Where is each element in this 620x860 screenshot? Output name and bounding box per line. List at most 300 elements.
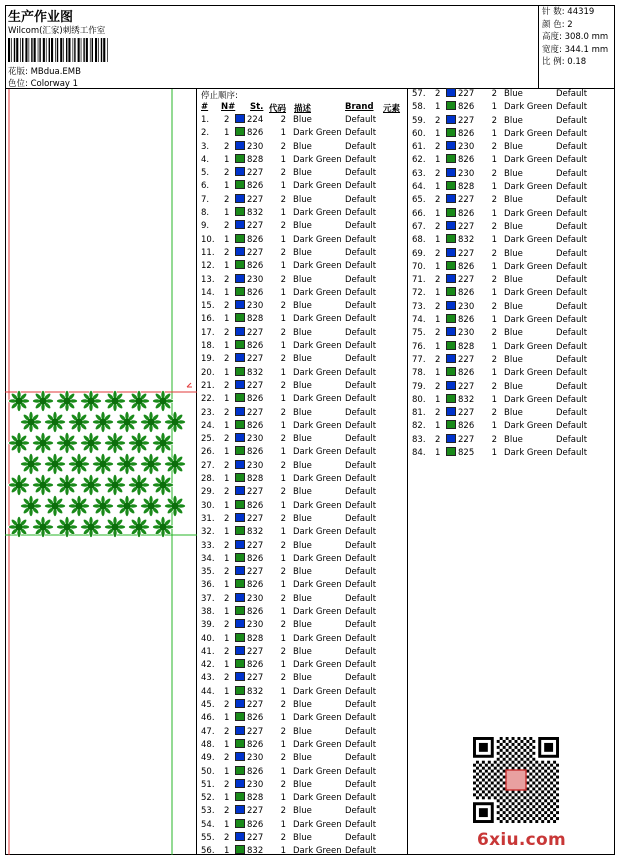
table-row [201,766,406,779]
brand: Default [556,115,588,126]
brand: Default [556,261,588,272]
stitch-type: 1 [280,686,286,697]
stitch-type: 1 [280,314,286,325]
color-description: Dark Green [293,154,342,165]
stop-number: 69. [412,248,426,259]
stop-number: 19. [201,354,215,365]
color-description: Blue [293,593,312,604]
stitch-type: 2 [280,753,286,764]
color-description: Dark Green [504,261,553,272]
color-count: 颜 色: 2 [542,19,573,30]
needle-number: 1 [435,182,441,193]
stop-number: 51. [201,779,215,790]
color-code: 230 [247,301,264,312]
needle-number: 2 [224,540,230,551]
color-description: Dark Green [293,500,342,511]
color-description: Blue [293,487,312,498]
color-description: Dark Green [293,793,342,804]
color-description: Blue [504,354,523,365]
qr-code [473,737,559,823]
color-code: 826 [247,500,264,511]
table-row [201,672,406,685]
brand: Default [345,753,377,764]
stitch-type: 2 [491,301,497,312]
brand: Default [345,686,377,697]
color-code: 826 [247,660,264,671]
color-description: Blue [293,141,312,152]
stop-number: 68. [412,235,426,246]
stitch-type: 2 [280,593,286,604]
brand: Default [556,168,588,179]
color-swatch [235,593,245,602]
needle-number: 1 [224,580,230,591]
table-row [201,473,406,486]
color-description: Dark Green [504,394,553,405]
color-description: Blue [504,434,523,445]
color-swatch [446,248,456,257]
needle-number: 2 [224,354,230,365]
design-label: 花版: [8,67,28,77]
color-description: Blue [504,328,523,339]
stitch-type: 2 [280,141,286,152]
color-swatch [235,127,245,136]
stop-number: 79. [412,381,426,392]
color-swatch [235,393,245,402]
color-swatch [235,340,245,349]
stitch-type: 2 [280,247,286,258]
brand: Default [556,182,588,193]
color-code: 227 [458,275,475,286]
color-code: 230 [247,141,264,152]
stitch-type: 1 [280,474,286,485]
header [5,5,615,89]
stop-number: 76. [412,341,426,352]
page-title: 生产作业图 [8,10,74,25]
table-row [412,274,617,287]
stop-number: 82. [412,421,426,432]
stitch-type: 1 [280,846,286,857]
table-row [412,381,617,394]
color-code: 227 [458,248,475,259]
brand: Default [345,660,377,671]
needle-number: 1 [435,102,441,113]
brand: Default [345,593,377,604]
stitch-type: 2 [491,89,497,99]
color-code: 227 [247,567,264,578]
color-swatch [235,779,245,788]
design-height: 高度: 308.0 mm [542,32,609,42]
color-swatch [235,167,245,176]
stop-number: 66. [412,208,426,219]
needle-number: 2 [435,221,441,232]
stop-number: 73. [412,301,426,312]
table-row [412,234,617,247]
table-row [201,699,406,712]
stop-number: 36. [201,580,215,591]
color-description: Blue [504,275,523,286]
needle-number: 1 [224,208,230,219]
stop-number: 59. [412,115,426,126]
stitch-type: 2 [280,513,286,524]
stop-number: 27. [201,460,215,471]
color-description: Dark Green [293,420,342,431]
color-swatch [235,486,245,495]
brand: Default [345,420,377,431]
color-swatch [446,407,456,416]
table-row [201,500,406,513]
needle-number: 2 [224,779,230,790]
table-row [412,314,617,327]
color-description: Dark Green [504,341,553,352]
color-code: 224 [247,115,264,125]
brand: Default [556,301,588,312]
stitch-type: 1 [491,315,497,326]
color-swatch [446,434,456,443]
stitch-type: 2 [280,407,286,418]
color-code: 826 [458,421,475,432]
color-swatch [446,367,456,376]
brand: Default [345,487,377,498]
color-code: 826 [458,208,475,219]
color-code: 227 [458,221,475,232]
stitch-type: 1 [280,500,286,511]
color-code: 227 [458,115,475,126]
stop-number: 42. [201,660,215,671]
color-description: Blue [504,195,523,206]
table-row [201,540,406,553]
stitch-type: 1 [491,261,497,272]
color-code: 832 [247,686,264,697]
color-swatch [446,327,456,336]
color-swatch [446,314,456,323]
needle-number: 1 [224,128,230,139]
color-code: 227 [247,833,264,844]
color-swatch [235,274,245,283]
brand: Default [345,806,377,817]
color-code: 832 [247,846,264,857]
stop-number: 60. [412,128,426,139]
needle-number: 2 [435,328,441,339]
brand: Default [556,102,588,113]
color-code: 227 [247,700,264,711]
needle-number: 1 [224,527,230,538]
stitch-type: 1 [280,793,286,804]
color-code: 230 [458,142,475,153]
stitch-type: 2 [280,487,286,498]
stitch-type: 1 [280,660,286,671]
header-desc: 描述 [294,104,312,114]
needle-number: 1 [435,315,441,326]
stop-number: 62. [412,155,426,166]
color-code: 230 [247,620,264,631]
color-swatch [446,447,456,456]
color-swatch [446,128,456,137]
brand: Default [345,341,377,352]
color-swatch [235,433,245,442]
color-code: 826 [247,234,264,245]
table-row [412,128,617,141]
needle-number: 2 [224,726,230,737]
needle-number: 1 [224,367,230,378]
brand: Default [556,328,588,339]
table-row [201,832,406,845]
table-row [412,194,617,207]
color-description: Blue [293,620,312,631]
table-row [201,127,406,140]
needle-number: 2 [224,646,230,657]
watermark-logo: 6xiu.com [477,830,567,850]
table-row [201,220,406,233]
brand: Default [556,381,588,392]
stop-number: 30. [201,500,215,511]
color-code: 230 [458,168,475,179]
stop-number: 54. [201,819,215,830]
needle-number: 2 [224,806,230,817]
stitch-type: 1 [280,154,286,165]
brand: Default [345,646,377,657]
table-row [201,180,406,193]
stitch-type: 2 [280,354,286,365]
color-description: Dark Green [293,713,342,724]
barcode [8,38,110,62]
stitch-type: 2 [280,194,286,205]
stop-number: 78. [412,368,426,379]
table-row [201,141,406,154]
stop-number: 34. [201,553,215,564]
brand: Default [345,500,377,511]
color-swatch [446,194,456,203]
stop-number: 77. [412,354,426,365]
table-row [201,367,406,380]
color-code: 826 [247,128,264,139]
color-code: 826 [247,261,264,272]
table-row [201,739,406,752]
stitch-type: 1 [491,288,497,299]
brand: Default [556,221,588,232]
color-description: Blue [293,726,312,737]
stitch-type: 2 [491,434,497,445]
stitch-type: 2 [491,381,497,392]
design-width: 宽度: 344.1 mm [542,44,609,55]
color-description: Blue [504,89,523,99]
color-swatch [235,141,245,150]
color-description: Blue [293,274,312,285]
stop-number: 84. [412,448,426,459]
stitch-type: 2 [280,540,286,551]
color-description: Dark Green [504,368,553,379]
color-swatch [446,181,456,190]
color-code: 230 [458,301,475,312]
stop-number: 52. [201,793,215,804]
table-row [412,301,617,314]
color-code: 826 [247,394,264,405]
color-swatch [235,460,245,469]
stop-number: 24. [201,420,215,431]
table-row [201,420,406,433]
stitch-type: 1 [491,208,497,219]
color-code: 227 [247,487,264,498]
stop-number: 57. [412,89,426,99]
stop-number: 61. [412,142,426,153]
stop-number: 6. [201,181,210,192]
color-description: Blue [504,301,523,312]
stop-number: 46. [201,713,215,724]
brand: Default [345,833,377,844]
color-swatch [446,154,456,163]
table-row [201,260,406,273]
color-code: 227 [247,806,264,817]
stitch-type: 2 [491,408,497,419]
stop-number: 41. [201,646,215,657]
color-code: 227 [247,168,264,179]
needle-number: 2 [224,168,230,179]
stitch-type: 2 [280,221,286,232]
header-element: 元素 [383,104,401,114]
stitch-type: 1 [280,447,286,458]
colorway-label: 色位: [8,79,28,89]
brand: Default [345,234,377,245]
stop-number: 71. [412,275,426,286]
table-row [201,407,406,420]
stop-number: 75. [412,328,426,339]
table-row [201,593,406,606]
table-row [201,247,406,260]
stop-number: 48. [201,739,215,750]
table-row [412,434,617,447]
brand: Default [345,793,377,804]
brand: Default [345,141,377,152]
color-code: 227 [247,247,264,258]
stitch-type: 1 [280,739,286,750]
color-description: Dark Green [504,182,553,193]
color-swatch [235,805,245,814]
needle-number: 1 [435,448,441,459]
color-code: 227 [247,380,264,391]
header-n: N# [221,102,236,112]
stitch-type: 1 [491,235,497,246]
stitch-type: 1 [280,766,286,777]
needle-number: 2 [224,380,230,391]
color-description: Dark Green [293,739,342,750]
color-code: 227 [458,434,475,445]
color-description: Dark Green [293,766,342,777]
needle-number: 1 [435,235,441,246]
color-description: Blue [293,221,312,232]
brand: Default [345,673,377,684]
color-description: Blue [293,540,312,551]
stop-number: 43. [201,673,215,684]
stitch-type: 1 [491,421,497,432]
needle-number: 1 [224,846,230,857]
brand: Default [345,540,377,551]
stitch-type: 2 [491,275,497,286]
color-code: 826 [247,606,264,617]
stop-sequence-column-1 [197,89,408,855]
brand: Default [345,739,377,750]
colorway-line [8,77,78,89]
color-description: Dark Green [504,421,553,432]
color-code: 832 [247,208,264,219]
table-row [412,101,617,114]
brand: Default [345,846,377,857]
needle-number: 1 [435,208,441,219]
color-description: Dark Green [293,660,342,671]
table-row [201,659,406,672]
stop-number: 47. [201,726,215,737]
color-description: Blue [293,327,312,338]
stitch-type: 1 [491,341,497,352]
table-row [412,394,617,407]
table-row [201,313,406,326]
stitch-type: 1 [280,394,286,405]
stop-number: 67. [412,221,426,232]
table-row [201,686,406,699]
brand: Default [345,247,377,258]
color-swatch [235,313,245,322]
color-code: 825 [458,448,475,459]
color-description: Dark Green [504,235,553,246]
stitch-type: 2 [280,700,286,711]
stop-number: 11. [201,247,215,258]
table-row [201,805,406,818]
stop-rows-1 [201,114,406,859]
color-code: 828 [458,341,475,352]
color-code: 227 [247,646,264,657]
stitch-type: 1 [280,633,286,644]
color-swatch [235,300,245,309]
color-code: 826 [247,819,264,830]
color-code: 826 [458,261,475,272]
color-description: Blue [293,168,312,179]
table-row [412,248,617,261]
color-description: Dark Green [504,208,553,219]
embroidery-preview-image [5,89,197,855]
color-code: 230 [247,434,264,445]
brand: Default [345,434,377,445]
table-row [201,460,406,473]
brand: Default [345,314,377,325]
color-code: 227 [458,89,475,99]
stitch-type: 2 [280,779,286,790]
stop-number: 12. [201,261,215,272]
brand: Default [345,274,377,285]
stop-number: 64. [412,182,426,193]
table-row [412,447,617,460]
color-swatch [235,606,245,615]
brand: Default [345,700,377,711]
brand: Default [345,513,377,524]
color-swatch [235,672,245,681]
color-swatch [235,367,245,376]
needle-number: 2 [224,274,230,285]
color-code: 227 [247,407,264,418]
color-description: Dark Green [504,155,553,166]
table-row [201,207,406,220]
stitch-type: 1 [280,208,286,219]
color-code: 826 [247,287,264,298]
color-description: Dark Green [293,553,342,564]
color-swatch [235,712,245,721]
needle-number: 2 [224,141,230,152]
color-code: 227 [458,381,475,392]
color-code: 826 [458,368,475,379]
color-swatch [235,792,245,801]
needle-number: 1 [435,394,441,405]
brand: Default [556,275,588,286]
table-row [412,154,617,167]
color-swatch [235,766,245,775]
brand: Default [556,128,588,139]
